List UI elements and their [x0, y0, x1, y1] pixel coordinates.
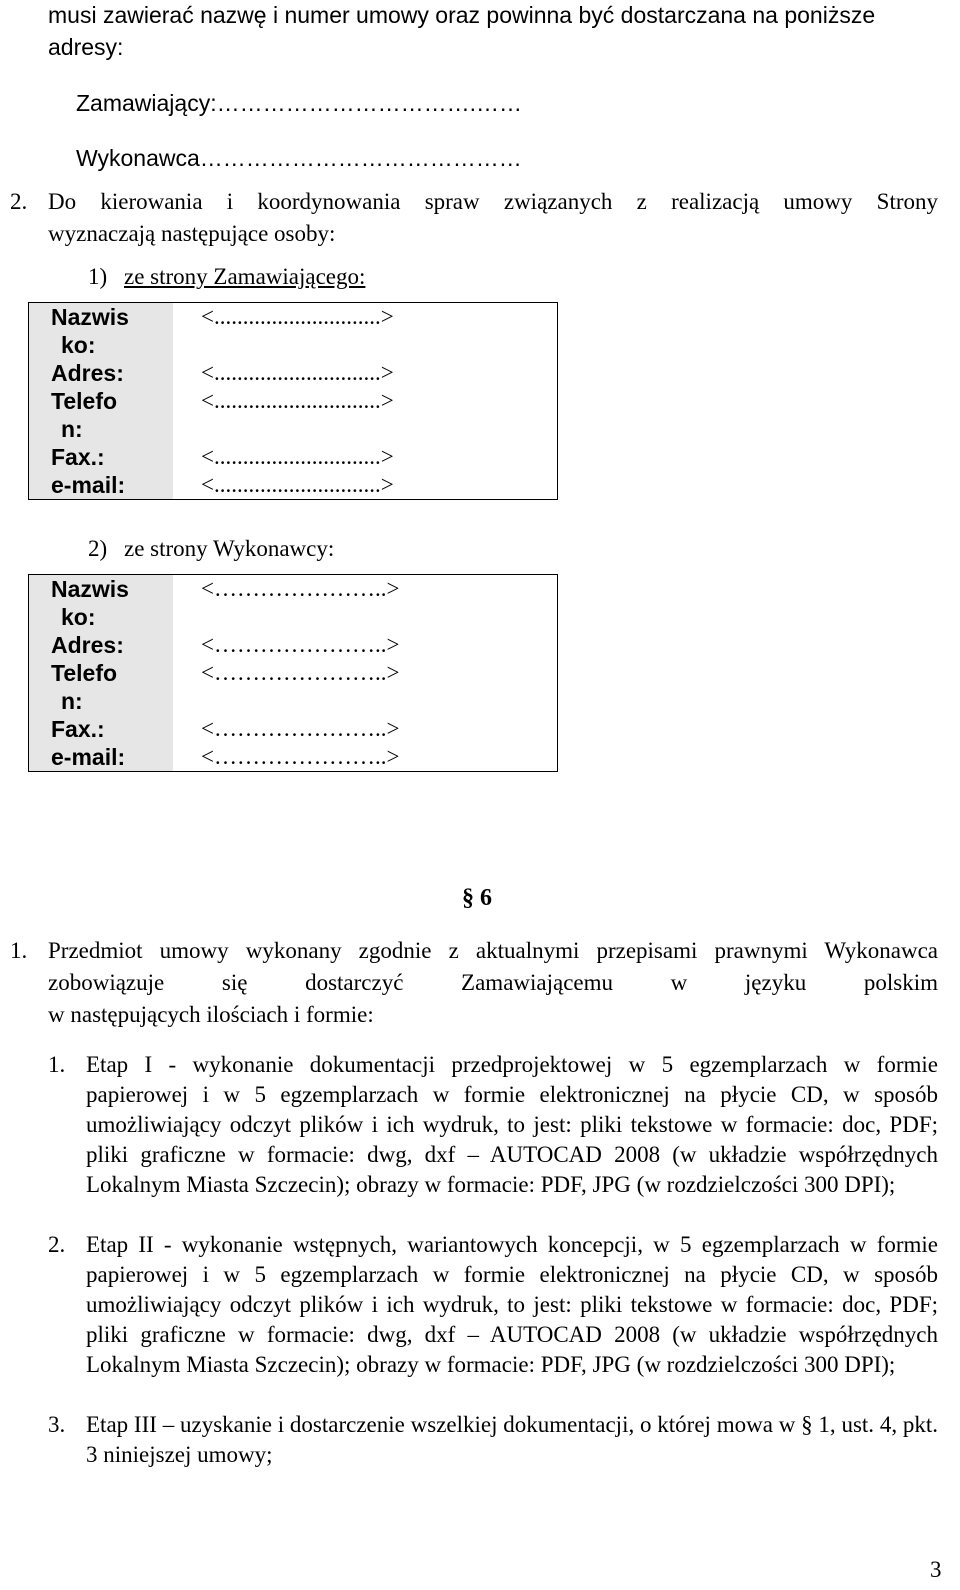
table-row	[29, 471, 558, 500]
wykonawca-heading-number: 2)	[88, 536, 108, 561]
table-row	[29, 631, 558, 659]
fax-value: <…………………..>	[173, 715, 558, 743]
wykonawca-address-line: Wykonawca……………………………………	[76, 145, 522, 171]
list-item-text: Etap II - wykonanie wstępnych, wariantowych koncepcji, w 5 egzemplarzach w formie papierowej i w 5 egzemplarzach w formie elektronicznej na płycie CD, w sposób umożliwiający odczyt plików i ich wydruk, to jest: pliki tekstowe w formacie: doc, PDF; pliki graficzne w formacie: dwg, dxf – AUTOCAD 2008 (w układzie współrzędnych Lokalnym Miasta Szczecin); obrazy w formacie: PDF, JPG (w rozdzielczości 300 DPI);	[86, 1232, 938, 1377]
phone-label: Telefo n:	[29, 387, 174, 443]
zamawiajacy-address-line: Zamawiający:…………………………….……	[76, 90, 522, 116]
wykonawca-heading-text: ze strony Wykonawcy:	[124, 536, 335, 561]
name-value: <.............................>	[173, 303, 558, 360]
address-label: Adres:	[29, 631, 174, 659]
table-row	[29, 443, 558, 471]
intro-line-2: adresy:	[48, 34, 124, 60]
table-row	[29, 359, 558, 387]
address-value: <…………………..>	[173, 631, 558, 659]
zamawiajacy-heading	[124, 262, 365, 292]
email-value: <.............................>	[173, 471, 558, 500]
name-label: Nazwis ko:	[29, 575, 174, 632]
email-label: e-mail:	[29, 743, 174, 772]
point-2-line-2: wyznaczają następujące osoby:	[48, 221, 336, 246]
name-value: <…………………..>	[173, 575, 558, 632]
table-row	[29, 659, 558, 715]
par6-point-1-line-2: zobowiązuje się dostarczyć Zamawiającemu w języku polskim	[48, 970, 938, 995]
table-row	[29, 387, 558, 443]
table-row	[29, 303, 558, 360]
page-number: 3	[930, 1557, 942, 1582]
phone-value: <.............................>	[173, 387, 558, 443]
email-label: e-mail:	[29, 471, 174, 500]
address-label: Adres:	[29, 359, 174, 387]
list-item-text: Etap I - wykonanie dokumentacji przedprojektowej w 5 egzemplarzach w formie papierowej i w 5 egzemplarzach w formie elektronicznej na płycie CD, w sposób umożliwiający odczyt plików i ich wydruk, to jest: pliki tekstowe w formacie: doc, PDF; pliki graficzne w formacie: dwg, dxf – AUTOCAD 2008 (w układzie współrzędnych Lokalnym Miasta Szczecin); obrazy w formacie: PDF, JPG (w rozdzielczości 300 DPI);	[86, 1052, 938, 1197]
section-heading: § 6	[462, 885, 492, 911]
table-row	[29, 575, 558, 632]
phone-label: Telefo n:	[29, 659, 174, 715]
wykonawca-contact-table	[28, 574, 558, 772]
point-2-line-1: Do kierowania i koordynowania spraw związanych z realizacją umowy Strony	[48, 189, 938, 214]
email-value: <…………………..>	[173, 743, 558, 772]
point-2-number: 2.	[10, 189, 28, 214]
par6-point-1-line-1: Przedmiot umowy wykonany zgodnie z aktualnymi przepisami prawnymi Wykonawca	[48, 938, 938, 963]
list-item	[48, 1230, 956, 1380]
fax-label: Fax.:	[29, 443, 174, 471]
fax-label: Fax.:	[29, 715, 174, 743]
zamawiajacy-heading-number: 1)	[88, 264, 108, 289]
zamawiajacy-heading-text: ze strony Zamawiającego:	[124, 264, 366, 289]
intro-line-1: musi zawierać nazwę i numer umowy oraz powinna być dostarczana na poniższe	[48, 2, 876, 28]
zamawiajacy-contact-table	[28, 302, 558, 500]
name-label: Nazwis ko:	[29, 303, 174, 360]
address-value: <.............................>	[173, 359, 558, 387]
list-item-number: 1.	[48, 1052, 66, 1077]
fax-value: <.............................>	[173, 443, 558, 471]
list-item-number: 2.	[48, 1232, 66, 1257]
list-item-text: Etap III – uzyskanie i dostarczenie wszelkiej dokumentacji, o której mowa w § 1, ust. 4, pkt. 3 niniejszej umowy;	[86, 1412, 938, 1467]
list-item-number: 3.	[48, 1412, 66, 1437]
table-row	[29, 743, 558, 772]
list-item	[48, 1050, 956, 1200]
par6-point-1-number: 1.	[10, 938, 28, 963]
par6-point-1-line-3: w następujących ilościach i formie:	[48, 1002, 374, 1027]
table-row	[29, 715, 558, 743]
list-item	[48, 1410, 956, 1470]
phone-value: <…………………..>	[173, 659, 558, 715]
